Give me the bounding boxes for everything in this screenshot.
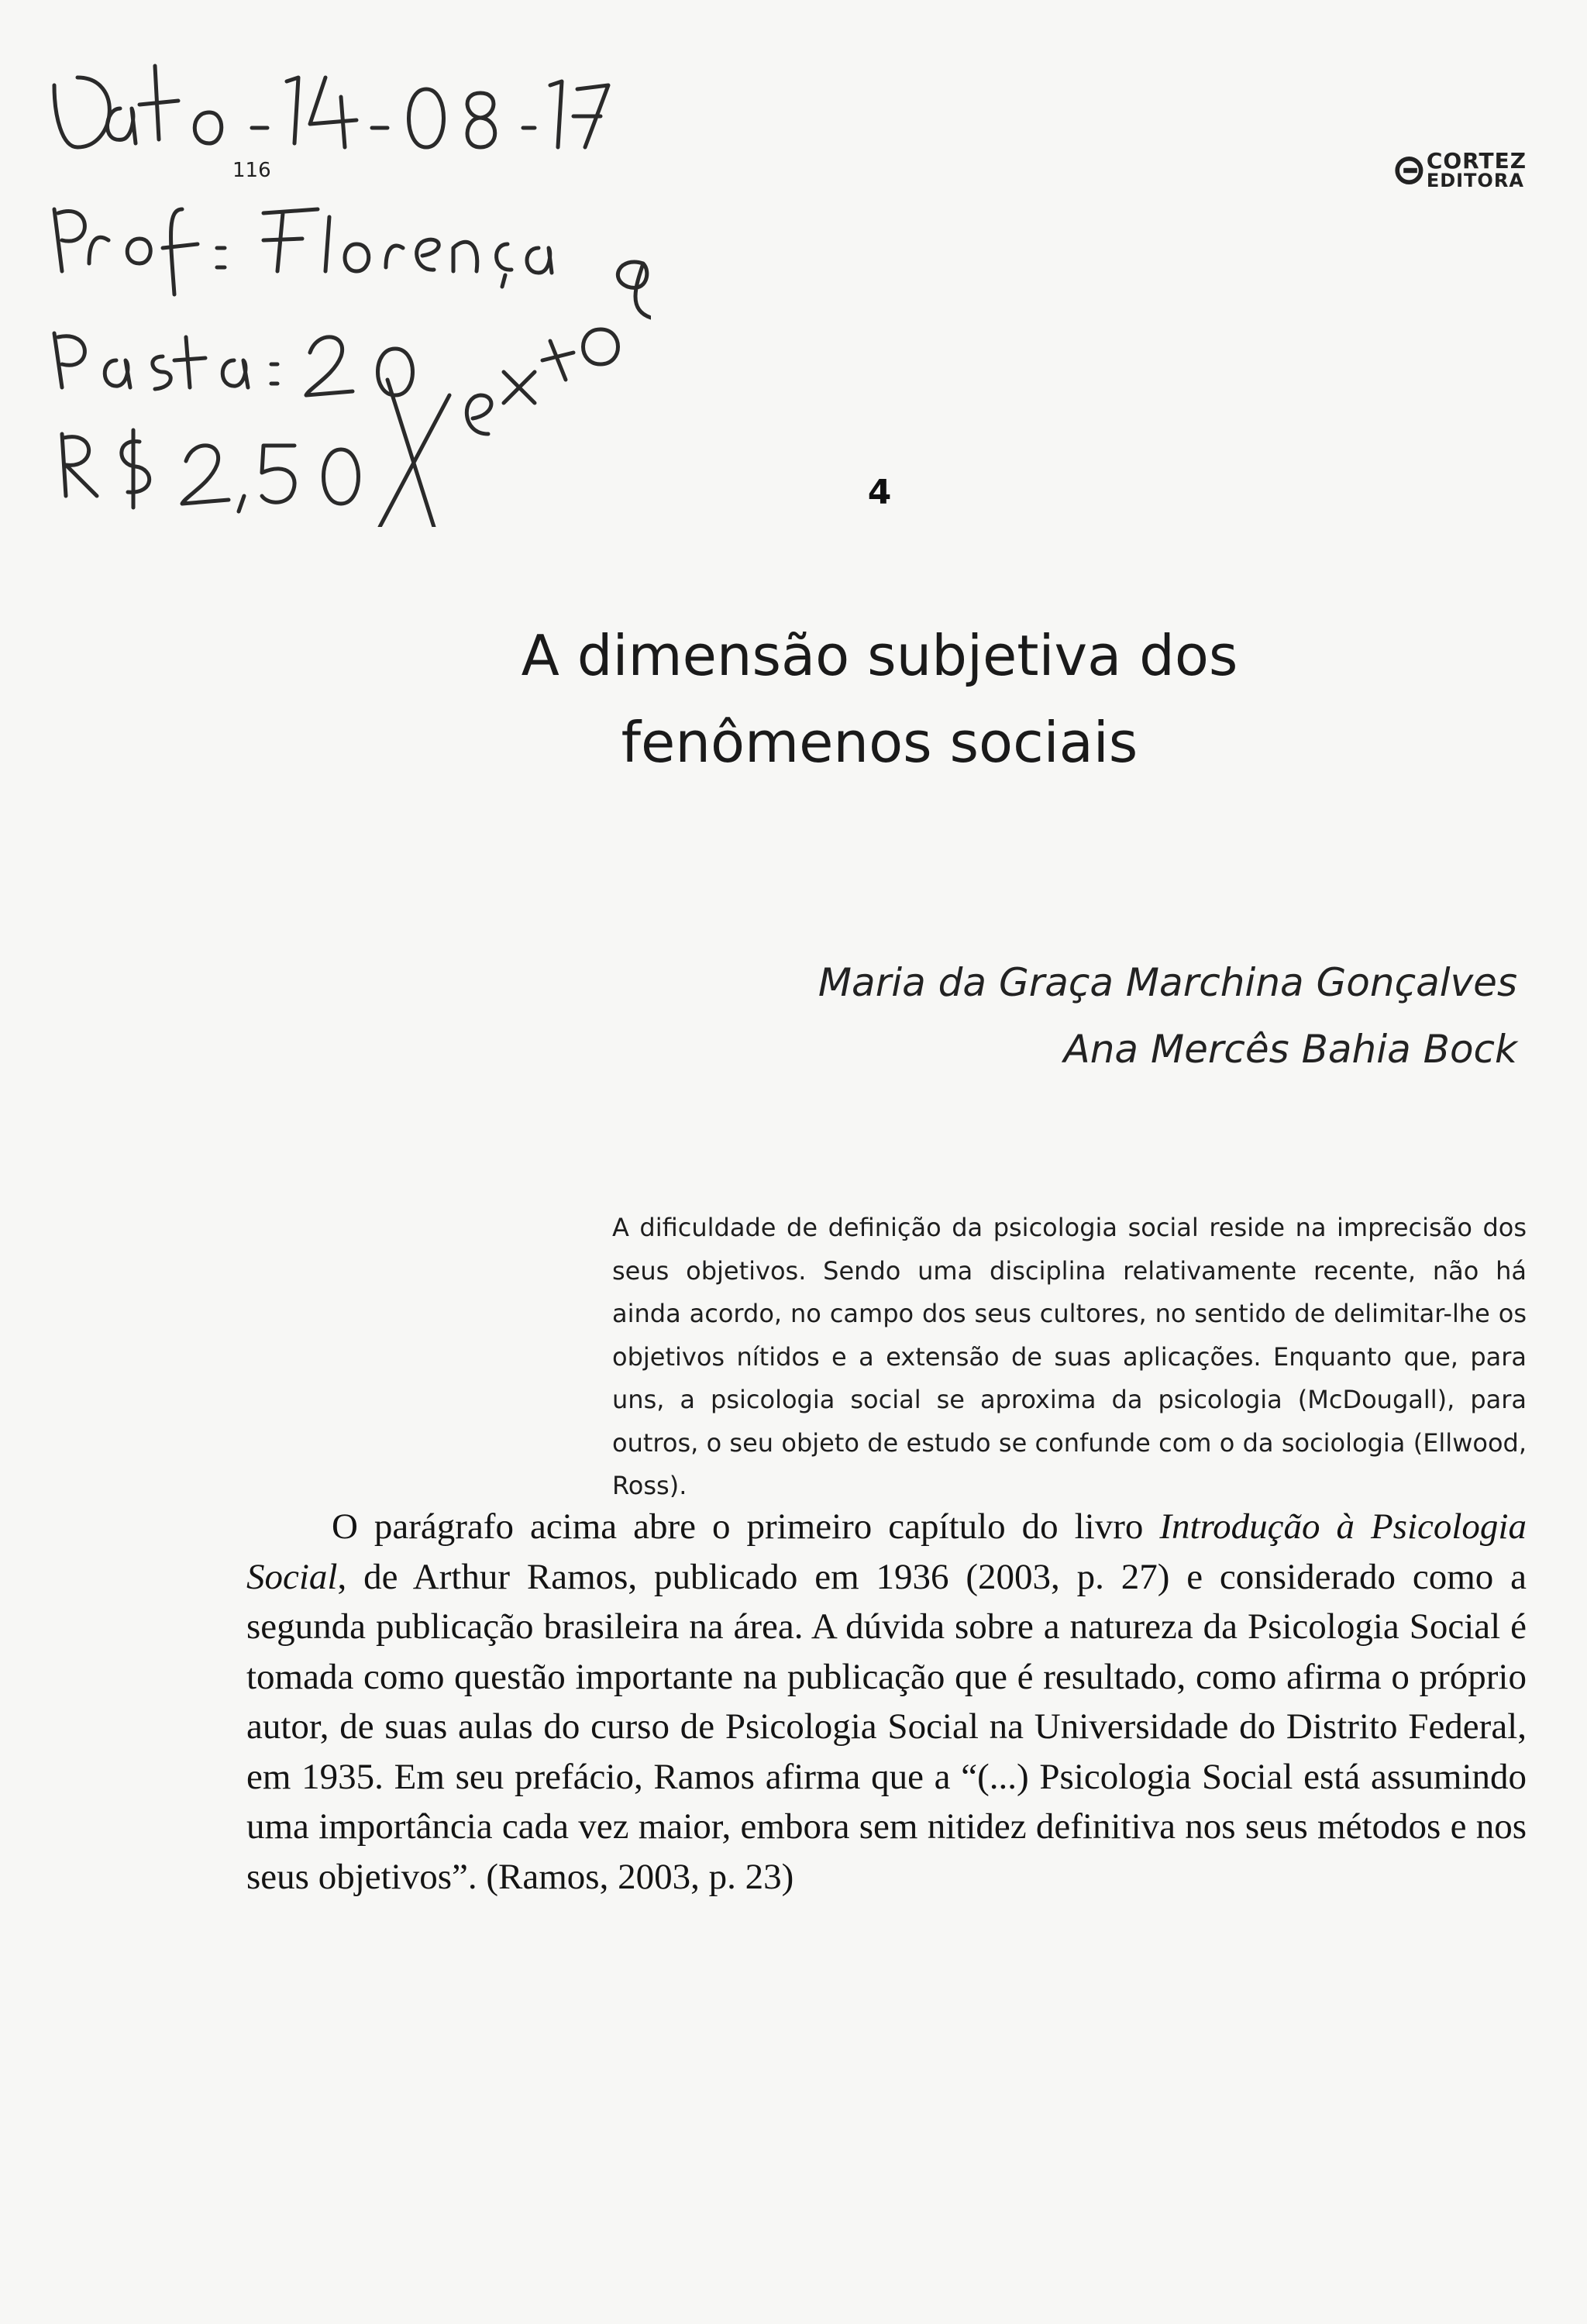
author-name: Maria da Graça Marchina Gonçalves (818, 960, 1517, 1005)
cortez-logo-icon (1395, 153, 1423, 188)
body-text-part: O parágrafo acima abre o primeiro capítulo do livro (332, 1506, 1160, 1547)
chapter-title-line2: fenômenos sociais (621, 710, 1138, 775)
book-title: Introdução à Psicologia Social (246, 1506, 1527, 1597)
page-number: 116 (232, 159, 271, 182)
handwritten-note-drawing (31, 31, 651, 527)
epigraph-quote: A dificuldade de definição da psicologia social reside na imprecisão dos seus objetivos. Sendo uma disciplina relativamente recente, não há ainda acordo, no campo dos seus cultores, no sentido de delimitar-lhe os objetivos nítidos e a extensão de suas aplicações. Enquanto que, para uns, a psicologia social se aproxima da psicologia (McDougall), para outros, o seu objeto de estudo se confunde com o da sociologia (Ellwood, Ross). (612, 1213, 1527, 1500)
publisher-wordmark (1426, 148, 1527, 191)
body-text-part: , de Arthur Ramos, publicado em 1936 (2003, p. 27) e considerado como a segunda publicação brasileira na área. A dúvida sobre a natureza da Psicologia Social é tomada como questão importante na publicação que é resultado, como afirma o próprio autor, de suas aulas do curso de Psicologia Social na Universidade do Distrito Federal, em 1935. Em seu prefácio, Ramos afirma que a “(...) Psicologia Social está assumindo uma importância cada vez maior, embora sem nitidez definitiva nos seus métodos e nos seus objetivos”. (Ramos, 2003, p. 23) (246, 1556, 1527, 1897)
chapter-title-line1: A dimensão subjetiva dos (521, 623, 1238, 688)
handwritten-note (31, 31, 651, 527)
chapter-number: 4 (867, 473, 892, 512)
body-paragraph (246, 1502, 1527, 1902)
author-name: Ana Mercês Bahia Bock (1063, 1027, 1517, 1072)
author-list (818, 949, 1517, 1083)
publisher-subtitle: EDITORA (1426, 169, 1524, 191)
publisher-name: CORTEZ (1426, 148, 1527, 174)
publisher-logo (1395, 147, 1527, 194)
chapter-title (434, 612, 1325, 786)
